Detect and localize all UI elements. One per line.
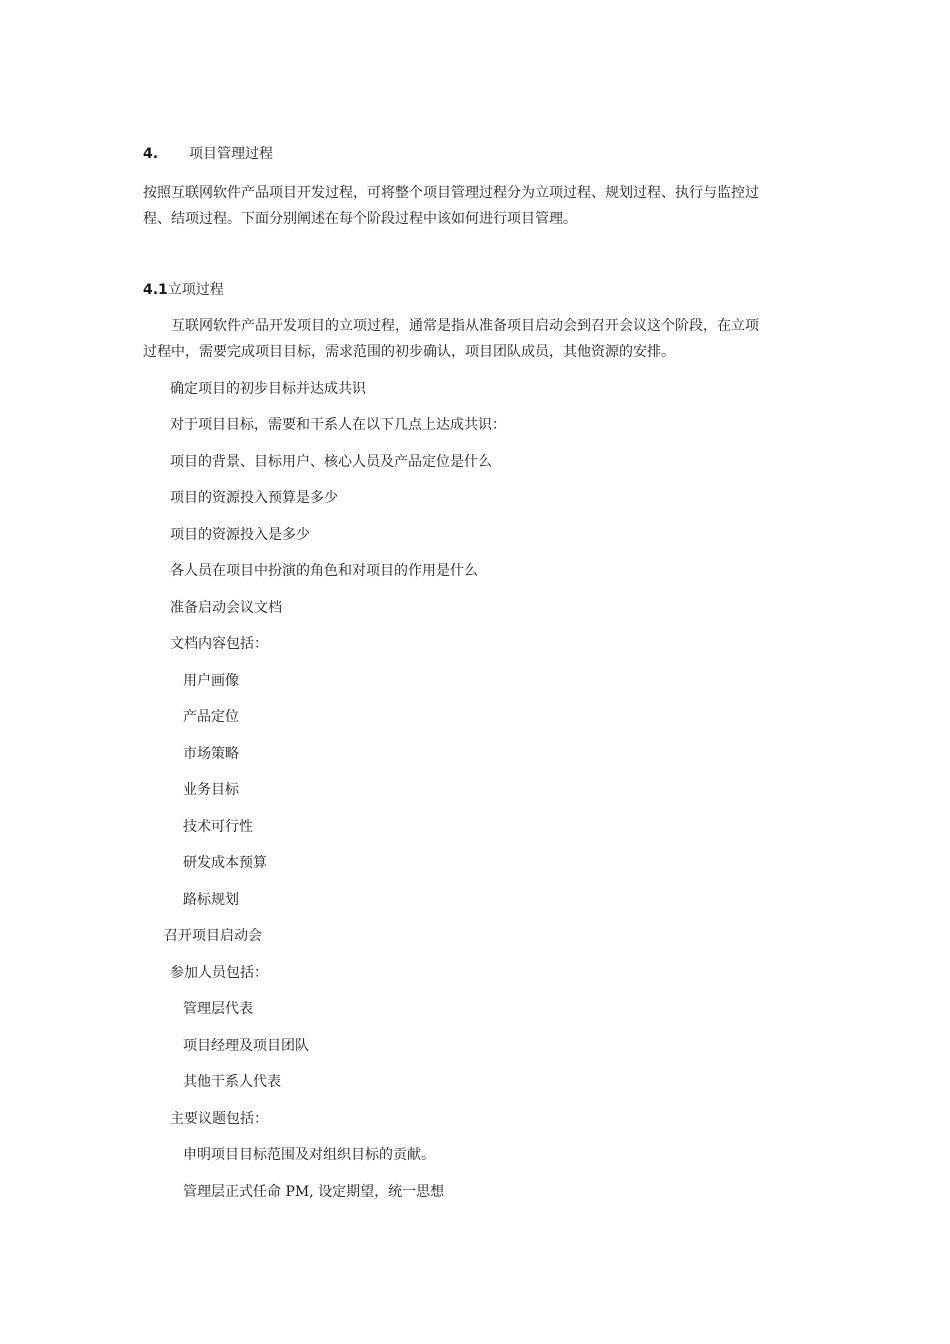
attend-intro: 参加人员包括： [170,965,268,981]
list-item: 路标规划 [183,892,239,908]
list-item: 项目的资源投入预算是多少 [170,490,338,506]
section-title: 项目管理过程 [188,146,273,162]
section-title: 立项过程 [167,282,224,298]
list-item: 市场策略 [183,746,239,762]
paragraph-line-1: 互联网软件产品开发项目的立项过程，通常是指从准备项目启动会到召开会议这个阶段，在立项 [171,318,759,334]
list-item: 管理层代表 [183,1001,253,1017]
list-item: 产品定位 [183,709,239,725]
doc-heading: 准备启动会议文档 [170,600,282,616]
list-item: 其他干系人代表 [183,1074,281,1090]
paragraph-line-2: 过程中，需要完成项目目标，需求范围的初步确认，项目团队成员，其他资源的安排。 [143,344,675,360]
list-item: 项目经理及项目团队 [183,1038,309,1054]
section-number: 4. [143,146,159,162]
goal-heading: 确定项目的初步目标并达成共识 [170,381,366,397]
section-heading-4-1 [143,280,224,300]
list-item: 项目的资源投入是多少 [170,527,310,543]
topics-intro: 主要议题包括： [170,1111,268,1127]
section-heading-4 [143,144,273,164]
list-item: 业务目标 [183,782,239,798]
list-item: 技术可行性 [183,819,253,835]
intro-line-1: 按照互联网软件产品项目开发过程，可将整个项目管理过程分为立项过程、规划过程、执行与监控过 [143,185,759,201]
doc-intro: 文档内容包括： [170,636,268,652]
list-item: 项目的背景、目标用户、核心人员及产品定位是什么 [170,454,492,470]
list-item: 研发成本预算 [183,855,267,871]
list-item: 管理层正式任命 PM, 设定期望，统一思想 [183,1184,445,1200]
list-item: 用户画像 [183,673,239,689]
section-number: 4.1 [143,282,168,298]
paragraph-4-1 [143,313,808,365]
list-item: 申明项目目标范围及对组织目标的贡献。 [183,1147,435,1163]
intro-line-2: 程、结项过程。下面分别阐述在每个阶段过程中该如何进行项目管理。 [143,211,577,227]
meeting-heading: 召开项目启动会 [164,928,262,944]
list-item: 各人员在项目中扮演的角色和对项目的作用是什么 [170,563,478,579]
goal-intro: 对于项目目标，需要和干系人在以下几点上达成共识： [170,417,506,433]
intro-paragraph [143,180,808,232]
